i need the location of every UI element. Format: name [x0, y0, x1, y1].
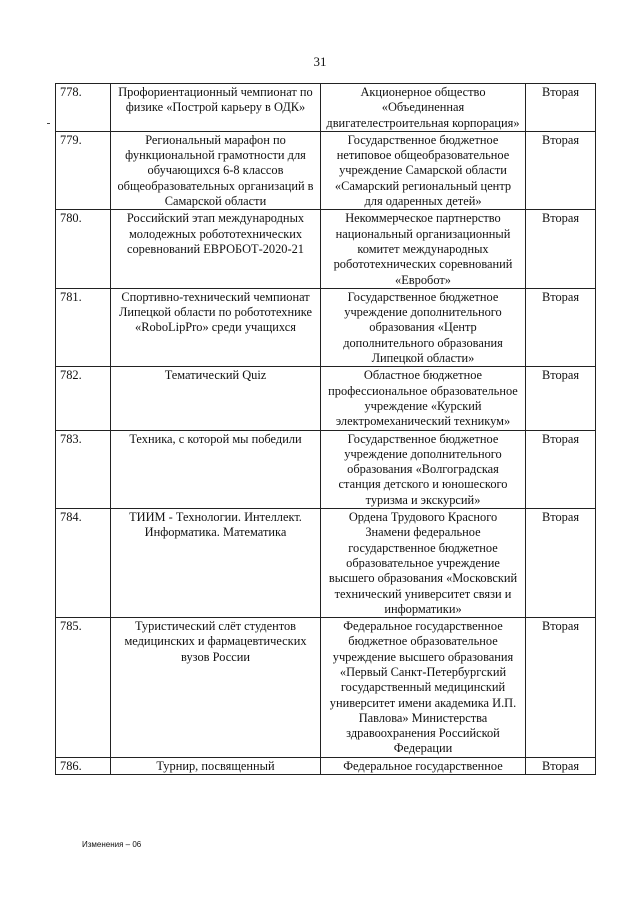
organizer: Государственное бюджетное нетиповое общеобразовательное учреждение Самарской области «Самарский региональный центр для одаренных детей»: [321, 131, 526, 209]
table-row: [56, 131, 596, 209]
level: Вторая: [526, 509, 596, 618]
page-number: 31: [313, 54, 327, 69]
level: Вторая: [526, 210, 596, 288]
table-row: [56, 84, 596, 132]
row-number: 785.: [56, 618, 111, 758]
row-number: 786.: [56, 757, 111, 774]
row-number: 784.: [56, 509, 111, 618]
organizer: Государственное бюджетное учреждение дополнительного образования «Волгоградская станция детского и юношеского туризма и экскурсий»: [321, 430, 526, 508]
level: Вторая: [526, 618, 596, 758]
level: Вторая: [526, 757, 596, 774]
table-row: [56, 618, 596, 758]
row-number: 781.: [56, 288, 111, 366]
register-table: [55, 83, 596, 775]
level: Вторая: [526, 288, 596, 366]
row-number: 780.: [56, 210, 111, 288]
row-number: 783.: [56, 430, 111, 508]
row-number: 782.: [56, 367, 111, 430]
level: Вторая: [526, 430, 596, 508]
table-row: [56, 210, 596, 288]
row-number: 778.: [56, 84, 111, 132]
organizer: Федеральное государственное: [321, 757, 526, 774]
level: Вторая: [526, 367, 596, 430]
table-row: [56, 757, 596, 774]
organizer: Областное бюджетное профессиональное образовательное учреждение «Курский электромеханический техникум»: [321, 367, 526, 430]
row-number: 779.: [56, 131, 111, 209]
table-row: [56, 367, 596, 430]
organizer: Федеральное государственное бюджетное образовательное учреждение высшего образования «Первый Санкт-Петербургский государственный медицинский университет имени академика И.П. Павлова» Министерства здравоохранения Российской Федерации: [321, 618, 526, 758]
footer-note: Изменения – 06: [82, 840, 142, 849]
table-row: [56, 288, 596, 366]
event-name: ТИИМ - Технологии. Интеллект. Информатика. Математика: [111, 509, 321, 618]
event-name: Профориентационный чемпионат по физике «Построй карьеру в ОДК»: [111, 84, 321, 132]
level: Вторая: [526, 84, 596, 132]
event-name: Техника, с которой мы победили: [111, 430, 321, 508]
organizer: Некоммерческое партнерство национальный организационный комитет международных робототехнических соревнований «Евробот»: [321, 210, 526, 288]
level: Вторая: [526, 131, 596, 209]
event-name: Спортивно-технический чемпионат Липецкой области по робототехнике «RoboLipPro» среди учащихся: [111, 288, 321, 366]
organizer: Государственное бюджетное учреждение дополнительного образования «Центр дополнительного образования Липецкой области»: [321, 288, 526, 366]
event-name: Турнир, посвященный: [111, 757, 321, 774]
event-name: Региональный марафон по функциональной грамотности для обучающихся 6-8 классов общеобразовательных организаций в Самарской области: [111, 131, 321, 209]
event-name: Российский этап международных молодежных робототехнических соревнований ЕВРОБОТ-2020-21: [111, 210, 321, 288]
event-name: Туристический слёт студентов медицинских и фармацевтических вузов России: [111, 618, 321, 758]
table-row: [56, 430, 596, 508]
organizer: Ордена Трудового Красного Знамени федеральное государственное бюджетное образовательное учреждение высшего образования «Московский технический университет связи и информатики»: [321, 509, 526, 618]
organizer: Акционерное общество «Объединенная двигателестроительная корпорация»: [321, 84, 526, 132]
table-row: [56, 509, 596, 618]
margin-mark: [47, 123, 50, 124]
event-name: Тематический Quiz: [111, 367, 321, 430]
